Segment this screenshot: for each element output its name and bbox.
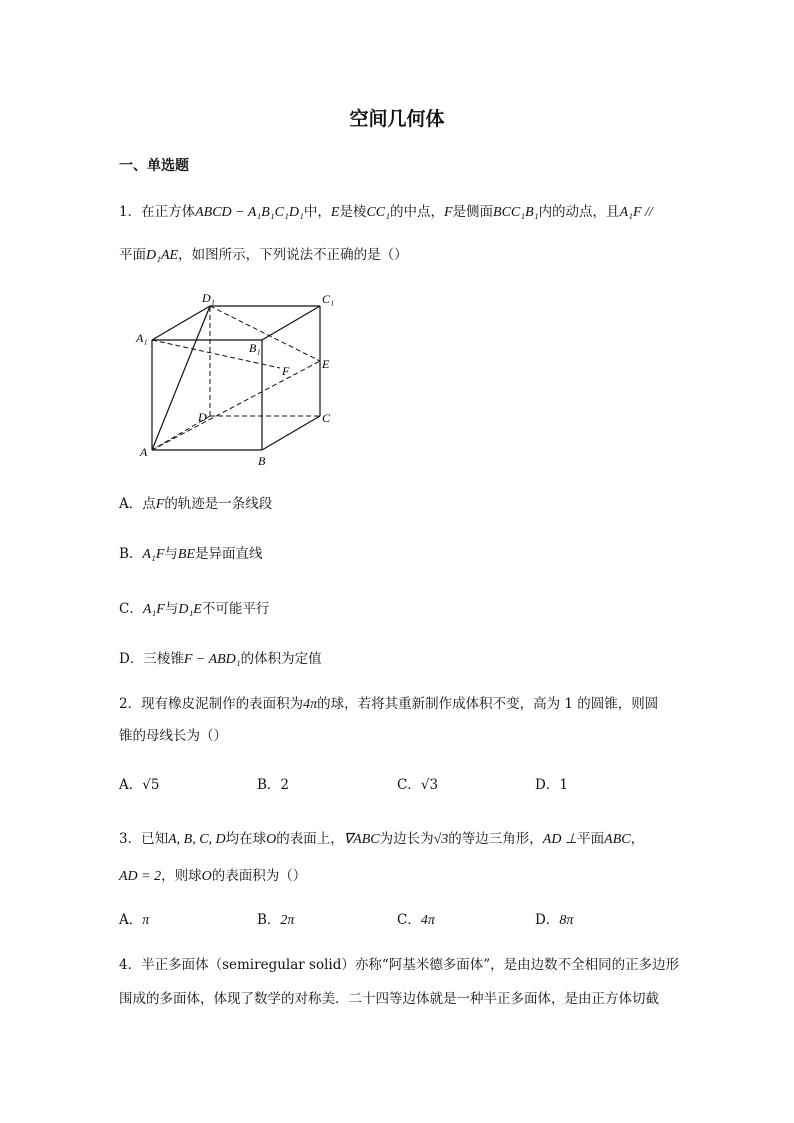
section-heading: 一、单选题 — [119, 158, 189, 174]
q3-option-c: C．4π — [397, 912, 435, 928]
q3-option-d: D．8π — [535, 912, 574, 928]
segment-a-e — [152, 361, 320, 450]
label-b1: B₁ — [249, 341, 261, 355]
label-c1: C₁ — [322, 292, 335, 306]
q2-option-b: B．2 — [257, 777, 290, 793]
q2-line-2: 锥的母线长为（） — [119, 728, 227, 744]
edge-a1-d1 — [152, 306, 210, 340]
q3-option-b: B．2π — [257, 912, 295, 928]
q2-option-d: D．1 — [535, 777, 568, 793]
cube-figure — [130, 288, 350, 473]
q1-line-1: 1．在正方体ABCD − A₁B₁C₁D₁中，E是棱CC₁的中点，F是侧面BCC₁B₁内的动点，且A₁F // — [119, 204, 653, 220]
label-f: F — [282, 364, 290, 378]
label-e: E — [322, 357, 330, 371]
q1-line-2: 平面D₁AE，如图所示，下列说法不正确的是（） — [119, 247, 408, 263]
q4-line-2: 围成的多面体，体现了数学的对称美．二十四等边体就是一种半正多面体，是由正方体切截 — [119, 991, 659, 1007]
q4-line-1: 4．半正多面体（semiregular solid）亦称“阿基米德多面体”，是由边数不全相同的正多边形 — [119, 957, 680, 973]
edge-c-b — [262, 416, 320, 450]
q3-line-1: 3．已知A, B, C, D均在球O的表面上，∇ABC为边长为√3的等边三角形，AD ⊥平面ABC， — [119, 831, 645, 847]
label-d1: D₁ — [202, 291, 215, 305]
segment-d1-e — [210, 306, 320, 361]
label-d: D — [198, 410, 207, 424]
q3-option-a: A．π — [119, 912, 150, 928]
q2-option-c: C．√3 — [397, 777, 439, 793]
label-a1: A₁ — [136, 331, 148, 345]
label-c: C — [322, 411, 331, 425]
q2-line-1: 2．现有橡皮泥制作的表面积为4π的球，若将其重新制作成体积不变，高为 1 的圆锥，则圆 — [119, 696, 659, 712]
edge-c1-b1 — [262, 306, 320, 340]
q1-option-a: A．点F的轨迹是一条线段 — [119, 496, 273, 512]
q2-option-a: A．√5 — [119, 777, 160, 793]
segment-a1-f — [152, 340, 280, 368]
q3-line-2: AD = 2，则球O的表面积为（） — [119, 868, 307, 884]
label-b: B — [258, 454, 266, 468]
q1-option-c: C．A₁F与D₁E不可能平行 — [119, 601, 270, 617]
q1-option-d: D．三棱锥F − ABD₁的体积为定值 — [119, 651, 322, 667]
label-a: A — [140, 445, 148, 459]
page-title: 空间几何体 — [349, 108, 445, 130]
segment-a-d1 — [152, 306, 210, 450]
q1-option-b: B．A₁F与BE是异面直线 — [119, 546, 263, 562]
